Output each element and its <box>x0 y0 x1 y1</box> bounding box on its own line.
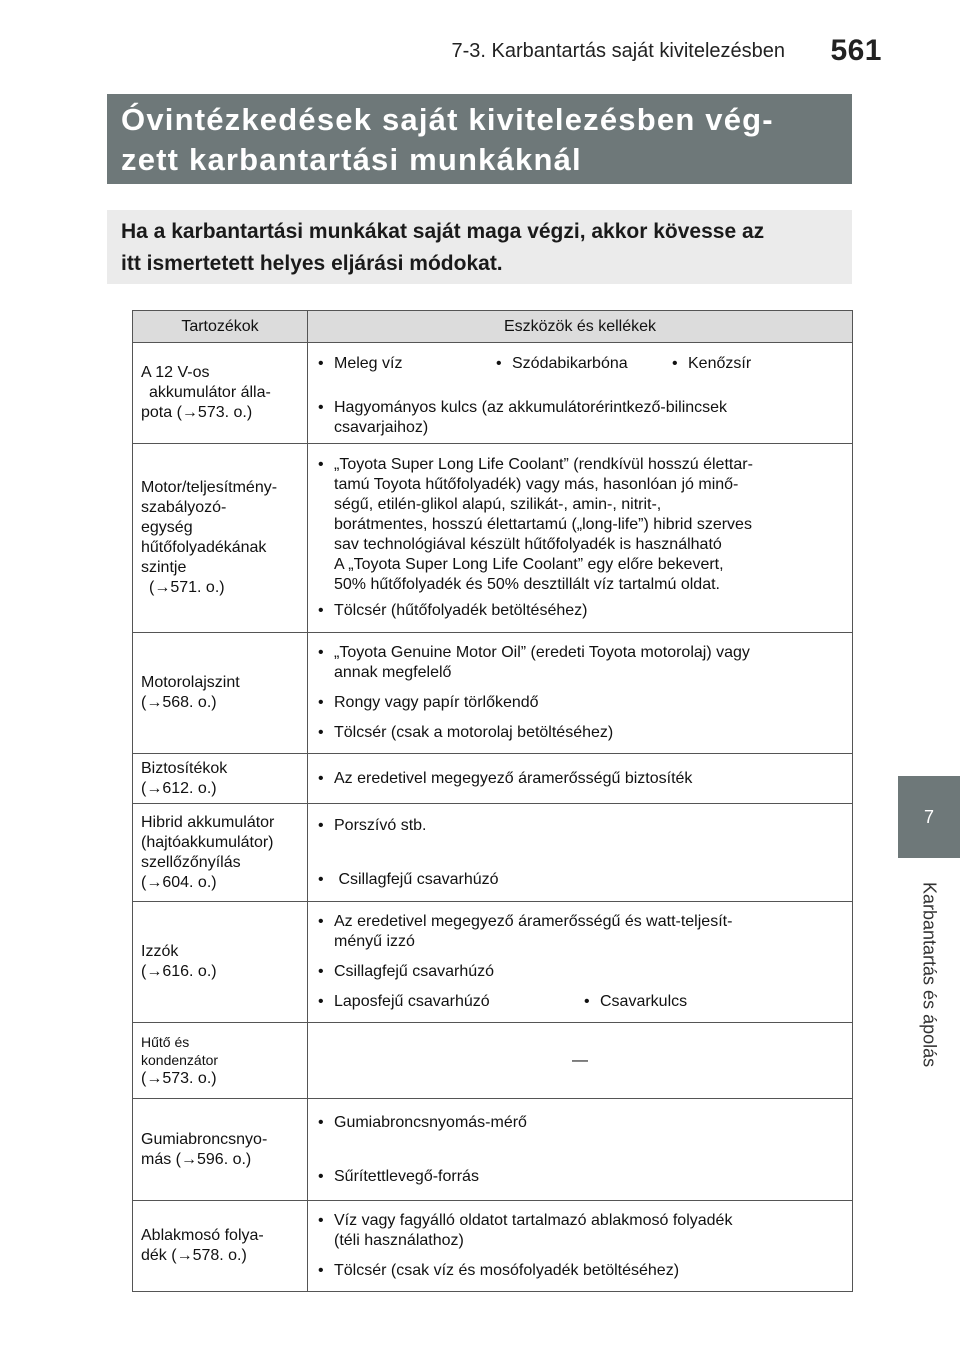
part-line: dék (→578. o.) <box>141 1247 247 1264</box>
list-item-continuation: ségű, etilén-glikol alapú, szilikát-, amin-, nitrit-, <box>334 496 662 513</box>
list-item-continuation: 50% hűtőfolyadék és 50% desztillált víz tartalmú oldat. <box>334 576 720 593</box>
part-line: Ablakmosó folya- <box>141 1227 264 1244</box>
table-row <box>133 1201 853 1292</box>
section-title <box>107 94 852 184</box>
chapter-label: Karbantartás és ápolás <box>919 882 940 1068</box>
part-cell <box>133 633 308 754</box>
list-item: • Szódabikarbóna <box>494 354 670 374</box>
section-title-line: Óvintézkedések saját kivitelezésben vég- <box>121 102 774 137</box>
list-item: • Tölcsér (csak víz és mosófolyadék betöltéséhez) <box>316 1261 844 1281</box>
list-item: • Sűrítettlevegő-forrás <box>316 1167 844 1187</box>
list-item: • Tölcsér (csak a motorolaj betöltéséhez) <box>316 723 844 743</box>
part-line: Hibrid akkumulátor <box>141 813 275 831</box>
table-row <box>133 1099 853 1201</box>
part-line: (→568. o.) <box>141 694 217 711</box>
part-cell <box>133 1099 308 1201</box>
part-line: A 12 V-os <box>141 364 210 381</box>
list-item: • Kenőzsír <box>670 354 751 374</box>
section-title-line: zett karbantartási munkáknál <box>121 142 582 177</box>
part-line: Gumiabroncsnyo- <box>141 1130 268 1148</box>
table-row <box>133 754 853 804</box>
part-cell <box>133 902 308 1023</box>
part-line: (→612. o.) <box>141 779 217 797</box>
tools-cell <box>308 444 853 633</box>
list-item-continuation: ményű izzó <box>334 933 415 950</box>
list-item: • Rongy vagy papír törlőkendő <box>316 693 844 713</box>
inline-items <box>316 354 844 374</box>
list-item: • „Toyota Genuine Motor Oil” (eredeti Toyota motorolaj) vagy <box>316 643 844 663</box>
part-line: (→573. o.) <box>141 1069 217 1087</box>
tools-cell <box>308 1099 853 1201</box>
part-cell <box>133 343 308 444</box>
list-item-continuation: borátmentes, hosszú élettartamú („long-life”) hibrid szerves <box>334 516 752 533</box>
tools-cell <box>308 1023 853 1099</box>
part-cell <box>133 804 308 902</box>
part-line: Biztosítékok <box>141 759 228 777</box>
list-item: • Porszívó stb. <box>316 816 844 836</box>
intro-text <box>107 210 852 284</box>
table-row <box>133 343 853 444</box>
list-item: • Víz vagy fagyálló oldatot tartalmazó ablakmosó folyadék <box>316 1211 844 1231</box>
list-item: • Laposfejű csavarhúzó <box>316 992 582 1012</box>
table-row <box>133 444 853 633</box>
part-line: (→571. o.) <box>149 579 225 596</box>
part-line: szintje <box>141 559 187 576</box>
tools-cell <box>308 633 853 754</box>
running-head: 7-3. Karbantartás saját kivitelezésben <box>451 40 785 62</box>
list-item: • Hagyományos kulcs (az akkumulátorérintkező-bilincsek <box>316 398 844 418</box>
part-line: Motor/teljesítmény- <box>141 479 278 496</box>
part-line: (→604. o.) <box>141 873 217 891</box>
table-row <box>133 1023 853 1099</box>
list-item-continuation: A „Toyota Super Long Life Coolant” egy előre bekevert, <box>334 556 724 573</box>
table-row <box>133 902 853 1023</box>
empty-dash: — <box>572 1051 588 1069</box>
tools-cell <box>308 902 853 1023</box>
list-item-continuation: tamú Toyota hűtőfolyadék) vagy más, hasonlóan jó minő- <box>334 476 739 493</box>
list-item-continuation: annak megfelelő <box>334 664 452 681</box>
list-item-continuation: csavarjaihoz) <box>334 419 429 436</box>
tools-cell <box>308 804 853 902</box>
list-item: • Meleg víz <box>316 354 494 374</box>
list-item: • Az eredetivel megegyező áramerősségű és watt-teljesít- <box>316 912 844 932</box>
part-line: szellőzőnyílás <box>141 853 241 871</box>
list-item: • „Toyota Super Long Life Coolant” (rendkívül hosszú élettar- <box>316 455 844 475</box>
part-line: pota (→573. o.) <box>141 404 253 421</box>
part-cell <box>133 444 308 633</box>
part-line: más (→596. o.) <box>141 1150 252 1168</box>
column-header-parts: Tartozékok <box>133 311 308 343</box>
part-line: hűtőfolyadékának <box>141 539 267 556</box>
part-cell <box>133 1023 308 1099</box>
table-header-row <box>133 311 853 343</box>
list-item-continuation: (téli használathoz) <box>334 1232 464 1249</box>
list-item-continuation: sav technológiával készült hűtőfolyadék is használható <box>334 536 722 553</box>
part-line: kondenzátor <box>141 1051 219 1068</box>
list-item: • Csillagfejű csavarhúzó <box>316 962 844 982</box>
table-row <box>133 633 853 754</box>
tools-cell <box>308 1201 853 1292</box>
list-item: • Tölcsér (hűtőfolyadék betöltéséhez) <box>316 601 844 621</box>
part-line: (→616. o.) <box>141 963 217 980</box>
list-item: • Gumiabroncsnyomás-mérő <box>316 1113 844 1133</box>
tools-cell <box>308 754 853 804</box>
list-item: • Csillagfejű csavarhúzó <box>316 870 844 890</box>
list-item: • Az eredetivel megegyező áramerősségű biztosíték <box>316 769 844 789</box>
part-cell <box>133 1201 308 1292</box>
part-line: Hűtő és <box>141 1033 190 1050</box>
part-line: Izzók <box>141 943 179 960</box>
part-line: (hajtóakkumulátor) <box>141 833 274 851</box>
intro-line: itt ismertetett helyes eljárási módokat. <box>121 252 503 275</box>
part-line: akkumulátor álla- <box>149 384 271 401</box>
part-line: szabályozó- <box>141 499 227 516</box>
intro-line: Ha a karbantartási munkákat saját maga végzi, akkor kövesse az <box>121 220 765 243</box>
tools-cell <box>308 343 853 444</box>
part-line: Motorolajszint <box>141 674 240 691</box>
inline-items <box>316 992 844 1012</box>
table-row <box>133 804 853 902</box>
part-line: egység <box>141 519 193 536</box>
page-number: 561 <box>830 34 882 67</box>
chapter-tab: 7 <box>898 776 960 858</box>
parts-table <box>132 310 853 1292</box>
list-item: • Csavarkulcs <box>582 992 687 1012</box>
part-cell <box>133 754 308 804</box>
column-header-tools: Eszközök és kellékek <box>308 311 853 343</box>
